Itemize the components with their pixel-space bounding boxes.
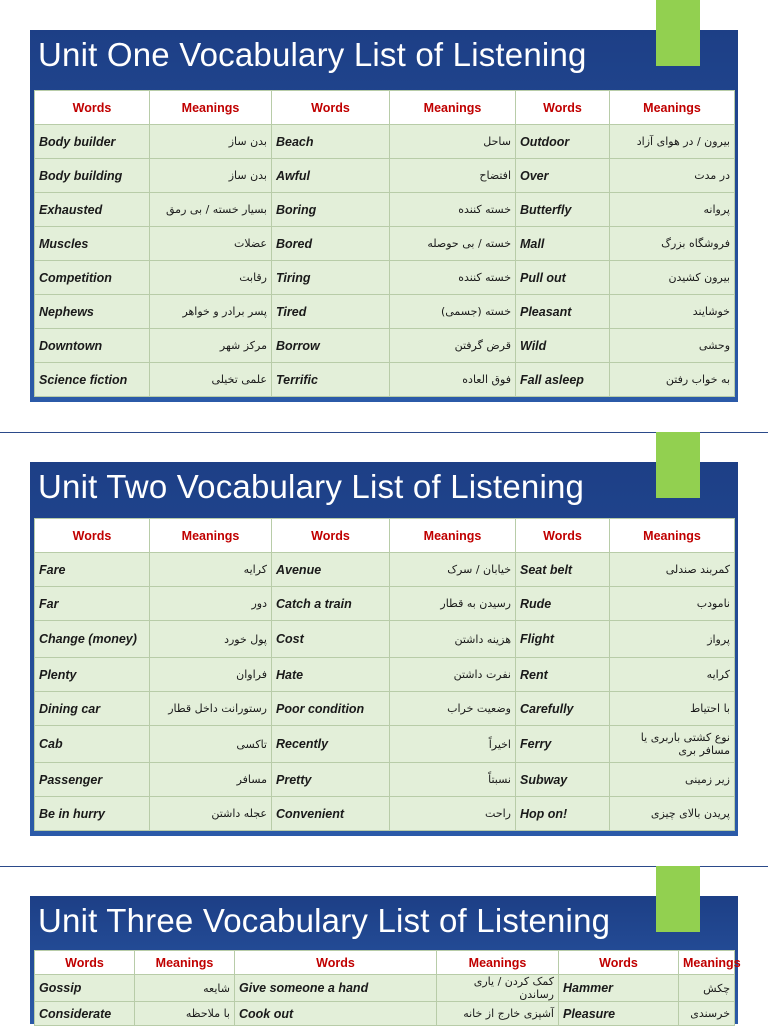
vocab-word: Tiring <box>272 261 390 295</box>
vocab-word: Rude <box>516 587 610 621</box>
vocab-meaning: پول خورد <box>150 621 272 658</box>
vocab-word: Science fiction <box>35 363 150 397</box>
slide-unit-three <box>30 896 741 1024</box>
vocab-word: Plenty <box>35 658 150 692</box>
vocab-word: Body building <box>35 159 150 193</box>
table-row <box>35 763 735 797</box>
vocab-word: Far <box>35 587 150 621</box>
vocab-word: Downtown <box>35 329 150 363</box>
vocab-meaning: اخیراً <box>390 726 516 763</box>
vocab-meaning: رقابت <box>150 261 272 295</box>
table-row <box>35 329 735 363</box>
column-header-words: Words <box>272 519 390 553</box>
vocab-word: Avenue <box>272 553 390 587</box>
vocab-word: Seat belt <box>516 553 610 587</box>
vocab-word: Pleasant <box>516 295 610 329</box>
slide-title: Unit Two Vocabulary List of Listening <box>38 468 585 505</box>
table-row <box>35 587 735 621</box>
vocab-word: Nephews <box>35 295 150 329</box>
vocab-word: Be in hurry <box>35 797 150 831</box>
vocab-meaning: فراوان <box>150 658 272 692</box>
vocab-word: Hop on! <box>516 797 610 831</box>
column-header-meanings: Meanings <box>150 519 272 553</box>
table-row <box>35 797 735 831</box>
column-header-words: Words <box>516 91 610 125</box>
table-header-row <box>35 951 735 975</box>
column-header-words: Words <box>516 519 610 553</box>
slide-unit-two <box>30 462 738 836</box>
vocab-meaning: قرض گرفتن <box>390 329 516 363</box>
column-header-words: Words <box>235 951 437 975</box>
vocab-meaning: زیر زمینی <box>610 763 735 797</box>
vocab-word: Pretty <box>272 763 390 797</box>
vocab-meaning: افتضاح <box>390 159 516 193</box>
table-row <box>35 553 735 587</box>
vocab-meaning: بیرون کشیدن <box>610 261 735 295</box>
vocab-word: Poor condition <box>272 692 390 726</box>
vocab-word: Wild <box>516 329 610 363</box>
vocab-meaning: بدن ساز <box>150 159 272 193</box>
vocab-word: Pleasure <box>559 1002 679 1026</box>
table-row <box>35 692 735 726</box>
green-accent-bar <box>656 866 700 932</box>
vocab-word: Outdoor <box>516 125 610 159</box>
vocab-meaning: نوع کشتی باربری یا مسافر بری <box>610 726 735 763</box>
vocab-meaning: نامودب <box>610 587 735 621</box>
column-header-meanings: Meanings <box>390 91 516 125</box>
vocab-meaning: کرایه <box>610 658 735 692</box>
vocab-meaning: فروشگاه بزرگ <box>610 227 735 261</box>
vocab-meaning: پرواز <box>610 621 735 658</box>
vocab-meaning: هزینه داشتن <box>390 621 516 658</box>
vocab-meaning: ساحل <box>390 125 516 159</box>
vocab-word: Considerate <box>35 1002 135 1026</box>
table-row <box>35 159 735 193</box>
vocab-meaning: تاکسی <box>150 726 272 763</box>
vocab-word: Over <box>516 159 610 193</box>
vocab-word: Exhausted <box>35 193 150 227</box>
slide-title: Unit Three Vocabulary List of Listening <box>38 902 611 939</box>
vocab-word: Convenient <box>272 797 390 831</box>
vocab-meaning: وضعیت خراب <box>390 692 516 726</box>
vocab-meaning: آشپزی خارج از خانه <box>437 1002 559 1026</box>
vocab-meaning: به خواب رفتن <box>610 363 735 397</box>
vocab-meaning: رسیدن به قطار <box>390 587 516 621</box>
vocab-meaning: بسیار خسته / بی رمق <box>150 193 272 227</box>
vocab-word: Recently <box>272 726 390 763</box>
vocab-word: Muscles <box>35 227 150 261</box>
vocab-meaning: نسبتاً <box>390 763 516 797</box>
vocab-table <box>34 90 735 397</box>
vocab-meaning: خسته (جسمی) <box>390 295 516 329</box>
vocab-word: Hammer <box>559 975 679 1002</box>
column-header-meanings: Meanings <box>610 91 735 125</box>
vocab-word: Ferry <box>516 726 610 763</box>
vocab-word: Pull out <box>516 261 610 295</box>
table-row <box>35 261 735 295</box>
vocab-meaning: وحشی <box>610 329 735 363</box>
vocab-word: Carefully <box>516 692 610 726</box>
column-header-words: Words <box>35 91 150 125</box>
vocab-meaning: خسته کننده <box>390 193 516 227</box>
table-row <box>35 726 735 763</box>
vocab-meaning: کمربند صندلی <box>610 553 735 587</box>
vocab-meaning: بدن ساز <box>150 125 272 159</box>
vocab-word: Hate <box>272 658 390 692</box>
vocab-word: Cab <box>35 726 150 763</box>
vocab-meaning: پریدن بالای چیزی <box>610 797 735 831</box>
column-header-meanings: Meanings <box>610 519 735 553</box>
column-header-meanings: Meanings <box>135 951 235 975</box>
vocab-word: Subway <box>516 763 610 797</box>
vocab-meaning: رستورانت داخل قطار <box>150 692 272 726</box>
vocab-meaning: خیابان / سرک <box>390 553 516 587</box>
vocab-word: Beach <box>272 125 390 159</box>
vocab-word: Mall <box>516 227 610 261</box>
column-header-meanings: Meanings <box>390 519 516 553</box>
vocab-meaning: فوق العاده <box>390 363 516 397</box>
vocab-meaning: کمک کردن / یاری رساندن <box>437 975 559 1002</box>
column-header-words: Words <box>272 91 390 125</box>
table-row <box>35 227 735 261</box>
vocab-word: Fare <box>35 553 150 587</box>
table-row <box>35 1002 735 1026</box>
vocab-meaning: عضلات <box>150 227 272 261</box>
vocab-word: Passenger <box>35 763 150 797</box>
column-header-meanings: Meanings <box>437 951 559 975</box>
vocab-word: Gossip <box>35 975 135 1002</box>
vocab-word: Rent <box>516 658 610 692</box>
table-header-row <box>35 519 735 553</box>
vocab-meaning: کرایه <box>150 553 272 587</box>
vocab-word: Flight <box>516 621 610 658</box>
vocab-word: Fall asleep <box>516 363 610 397</box>
table-row <box>35 295 735 329</box>
vocab-word: Give someone a hand <box>235 975 437 1002</box>
vocab-meaning: خسته کننده <box>390 261 516 295</box>
vocab-word: Catch a train <box>272 587 390 621</box>
vocab-meaning: نفرت داشتن <box>390 658 516 692</box>
vocab-meaning: خرسندی <box>679 1002 735 1026</box>
table-row <box>35 125 735 159</box>
table-row <box>35 975 735 1002</box>
green-accent-bar <box>656 0 700 66</box>
table-row <box>35 363 735 397</box>
vocab-word: Borrow <box>272 329 390 363</box>
vocab-meaning: مسافر <box>150 763 272 797</box>
table-header-row <box>35 91 735 125</box>
vocab-table <box>34 950 741 1026</box>
vocab-word: Competition <box>35 261 150 295</box>
column-header-words: Words <box>559 951 679 975</box>
vocab-meaning: عجله داشتن <box>150 797 272 831</box>
vocab-word: Tired <box>272 295 390 329</box>
vocab-word: Change (money) <box>35 621 150 658</box>
vocab-word: Dining car <box>35 692 150 726</box>
vocab-word: Cook out <box>235 1002 437 1026</box>
vocab-meaning: مرکز شهر <box>150 329 272 363</box>
vocab-word: Boring <box>272 193 390 227</box>
slide-divider <box>0 866 768 867</box>
column-header-words: Words <box>35 951 135 975</box>
column-header-meanings: Meanings <box>679 951 735 975</box>
vocab-meaning: شایعه <box>135 975 235 1002</box>
table-row <box>35 621 735 658</box>
vocab-word: Bored <box>272 227 390 261</box>
vocab-meaning: راحت <box>390 797 516 831</box>
vocab-meaning: بیرون / در هوای آزاد <box>610 125 735 159</box>
vocab-word: Butterfly <box>516 193 610 227</box>
vocab-table <box>34 518 735 831</box>
vocab-meaning: خسته / بی حوصله <box>390 227 516 261</box>
vocab-meaning: با ملاحظه <box>135 1002 235 1026</box>
vocab-meaning: علمی تخیلی <box>150 363 272 397</box>
column-header-words: Words <box>35 519 150 553</box>
slide-divider <box>0 432 768 433</box>
vocab-word: Cost <box>272 621 390 658</box>
vocab-meaning: خوشایند <box>610 295 735 329</box>
slide-unit-one <box>30 30 738 402</box>
vocab-meaning: پسر برادر و خواهر <box>150 295 272 329</box>
vocab-meaning: چکش <box>679 975 735 1002</box>
table-row <box>35 658 735 692</box>
vocab-meaning: پروانه <box>610 193 735 227</box>
vocab-word: Awful <box>272 159 390 193</box>
slide-title: Unit One Vocabulary List of Listening <box>38 36 587 73</box>
vocab-word: Body builder <box>35 125 150 159</box>
vocab-word: Terrific <box>272 363 390 397</box>
vocab-meaning: با احتیاط <box>610 692 735 726</box>
green-accent-bar <box>656 432 700 498</box>
vocab-meaning: دور <box>150 587 272 621</box>
table-row <box>35 193 735 227</box>
vocab-meaning: در مدت <box>610 159 735 193</box>
column-header-meanings: Meanings <box>150 91 272 125</box>
